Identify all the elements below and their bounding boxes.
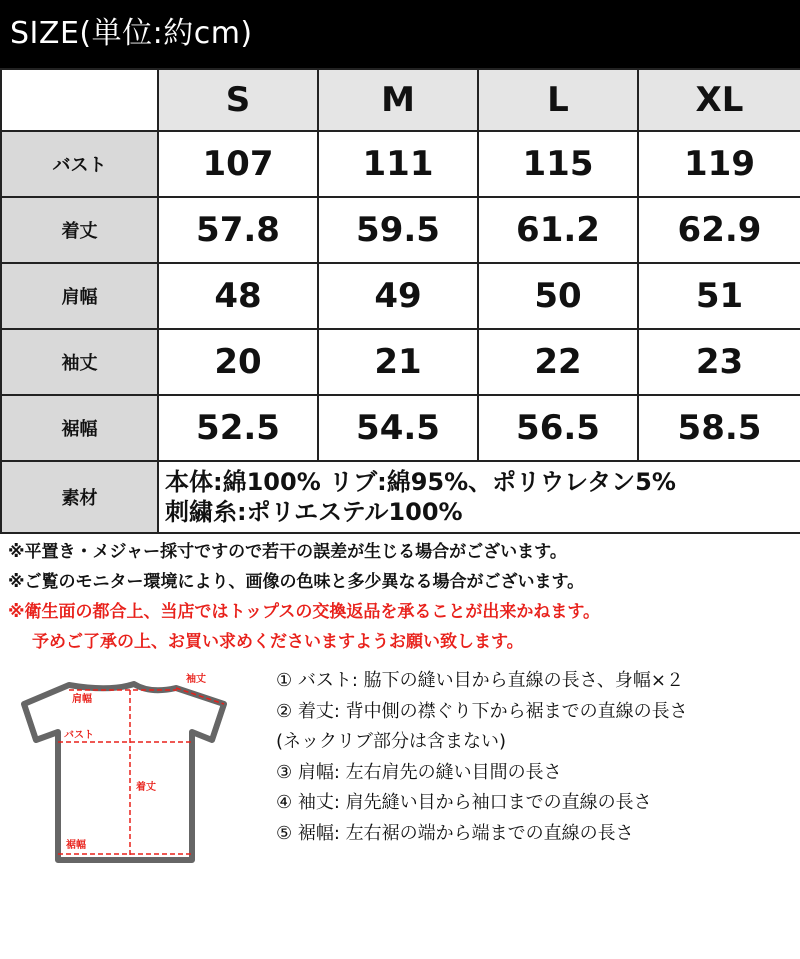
table-cell: 50 [478,263,638,329]
note-line: ※ご覧のモニター環境により、画像の色味と多少異なる場合がございます。 [8,572,585,592]
table-cell: 49 [318,263,478,329]
row-label-hem: 裾幅 [1,395,158,461]
table-cell: 48 [158,263,318,329]
table-row-material [1,461,800,533]
table-cell: 54.5 [318,395,478,461]
table-header-row [1,69,800,131]
material-line-1: 本体:綿100% リブ:綿95%、ポリウレタン5% [165,468,676,496]
col-size-l: L [478,69,638,131]
table-cell: 58.5 [638,395,800,461]
row-label-bust: バスト [1,131,158,197]
row-label-shoulder: 肩幅 [1,263,158,329]
table-cell: 52.5 [158,395,318,461]
table-row [1,395,800,461]
table-cell: 62.9 [638,197,800,263]
diagram-label-hem: 裾幅 [66,840,86,851]
table-cell: 57.8 [158,197,318,263]
table-row [1,131,800,197]
note-warning: 予めご了承の上、お買い求めくださいますようお願い致します。 [32,632,524,652]
col-size-xl: XL [638,69,800,131]
col-size-m: M [318,69,478,131]
tshirt-measurement-diagram [14,660,264,875]
legend-item: ⑤ 裾幅: 左右裾の端から端までの直線の長さ [276,822,634,844]
legend-item: ② 着丈: 背中側の襟ぐり下から裾までの直線の長さ [276,700,688,722]
table-cell: 51 [638,263,800,329]
diagram-label-shoulder: 肩幅 [72,694,92,705]
diagram-label-sleeve: 袖丈 [186,674,206,685]
diagram-label-length: 着丈 [136,782,156,793]
table-row [1,197,800,263]
table-cell: 59.5 [318,197,478,263]
table-cell: 21 [318,329,478,395]
legend-item: ③ 肩幅: 左右肩先の縫い目間の長さ [276,761,562,783]
corner-cell [1,69,158,131]
legend-item: ① バスト: 脇下の縫い目から直線の長さ、身幅×２ [276,670,685,691]
measurement-legend [276,666,796,849]
notes [8,537,798,657]
page-title: SIZE(単位:約cm) [0,0,800,68]
table-cell: 61.2 [478,197,638,263]
note-line: ※平置き・メジャー採寸ですので若干の誤差が生じる場合がございます。 [8,542,567,562]
row-label-material: 素材 [1,461,158,533]
table-cell: 115 [478,131,638,197]
legend-item: (ネックリブ部分は含まない) [276,731,507,752]
table-cell: 22 [478,329,638,395]
note-warning: ※衛生面の都合上、当店ではトップスの交換返品を承ることが出来かねます。 [8,602,600,622]
table-cell: 23 [638,329,800,395]
table-row [1,263,800,329]
table-cell: 20 [158,329,318,395]
table-cell: 107 [158,131,318,197]
table-row [1,329,800,395]
material-cell [158,461,800,533]
row-label-sleeve: 袖丈 [1,329,158,395]
legend-item: ④ 袖丈: 肩先縫い目から袖口までの直線の長さ [276,792,652,813]
col-size-s: S [158,69,318,131]
table-cell: 56.5 [478,395,638,461]
size-table [0,68,800,534]
material-line-2: 刺繍糸:ポリエステル100% [165,498,463,526]
table-cell: 119 [638,131,800,197]
diagram-label-bust: バスト [64,730,94,741]
tshirt-outline [24,684,224,860]
row-label-length: 着丈 [1,197,158,263]
table-cell: 111 [318,131,478,197]
